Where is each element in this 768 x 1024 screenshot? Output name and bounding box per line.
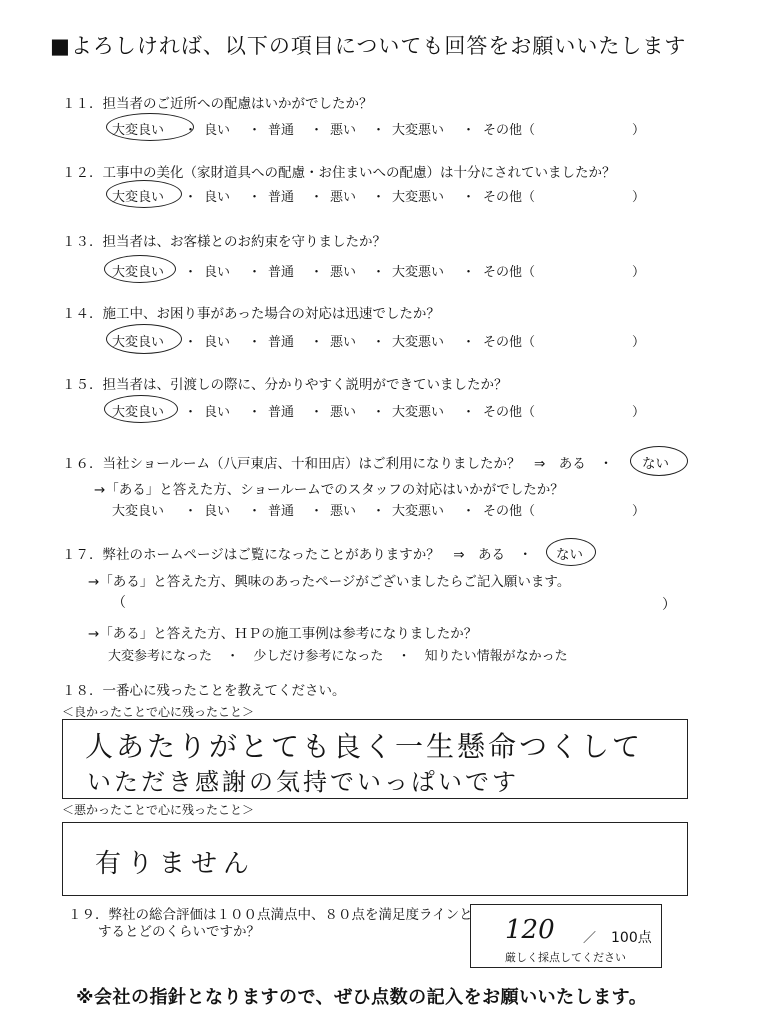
rating-separator: ・ [462,265,476,280]
rating-separator: ・ [184,405,198,420]
rating-separator: ・ [310,405,324,420]
rating-option: 大変良い [112,123,165,138]
rating-separator: ・ [310,123,324,138]
answer-text: ない [642,456,669,472]
rating-option: 普通 [268,123,295,138]
rating-option: 大変良い [112,405,165,420]
rating-option: 大変悪い [392,123,445,138]
rating-separator: ・ [248,123,262,138]
rating-separator: ・ [462,190,476,205]
rating-option: その他（ [483,265,536,280]
option-no-info: 知りたい情報がなかった [424,649,568,664]
rating-option: その他（ [483,335,536,350]
rating-option: 悪い [330,190,357,205]
separator: ・ [397,649,411,664]
handwritten-line-1: 人あたりがとても良く一生懸命つくして [85,730,644,763]
score-slash: ／ [583,931,597,946]
rating-option: 普通 [268,335,295,350]
rating-separator: ・ [372,405,386,420]
footer-note: ※会社の指針となりますので、ぜひ点数の記入をお願いいたします。 [76,987,648,1008]
question-text: １７．弊社のホームページはご覧になったことがありますか？ ⇒ ある ・ [62,547,533,563]
paren-close: ） [662,597,676,613]
rating-separator: ・ [462,405,476,420]
option-very-helpful: 大変参考になった [108,649,213,664]
selected-circle [106,324,182,354]
handwritten-line-2: いただき感謝の気持でいっぱいです [87,768,519,796]
rating-separator: ・ [184,123,198,138]
rating-option: 普通 [268,265,295,280]
rating-separator: ・ [184,504,198,519]
rating-option: 良い [204,123,231,138]
handwritten-score: 120 [505,915,555,945]
good-answer-box [62,719,688,799]
rating-option: ） [632,190,646,205]
rating-option: 大変悪い [392,335,445,350]
rating-option: 良い [204,335,231,350]
rating-option: 大変良い [112,504,165,519]
question-text: １８．一番心に残ったことを教えてください。 [62,683,346,699]
rating-separator: ・ [184,265,198,280]
rating-separator: ・ [372,190,386,205]
rating-option: 悪い [330,335,357,350]
selected-circle [546,538,596,566]
rating-option: 普通 [268,405,295,420]
rating-separator: ・ [372,123,386,138]
rating-option: 大変悪い [392,504,445,519]
rating-separator: ・ [184,335,198,350]
rating-option: 悪い [330,265,357,280]
rating-option: 悪い [330,405,357,420]
question-text-line-1: １９．弊社の総合評価は１００点満点中、８０点を満足度ラインと [68,907,473,923]
rating-row [0,500,768,520]
rating-option: 良い [204,190,231,205]
rating-option: その他（ [483,123,536,138]
rating-option: 悪い [330,123,357,138]
question-text: １２．工事中の美化（家財道具への配慮・お住まいへの配慮）は十分にされていましたか？ [62,165,616,181]
rating-option: 大変良い [112,335,165,350]
good-label: ＜良かったことで心に残ったこと＞ [62,705,255,719]
separator: ・ [226,649,240,664]
rating-separator: ・ [248,190,262,205]
rating-option: その他（ [483,190,536,205]
rating-option: ） [632,405,646,420]
rating-separator: ・ [372,335,386,350]
option-slightly-helpful: 少しだけ参考になった [253,649,384,664]
question-text: １４．施工中、お困り事があった場合の対応は迅速でしたか？ [62,306,440,322]
rating-separator: ・ [248,335,262,350]
rating-option: 大変悪い [392,265,445,280]
question-text: １６．当社ショールーム（八戸東店、十和田店）はご利用になりましたか？ ⇒ ある ・ [62,456,613,472]
rating-option: ） [632,335,646,350]
selected-circle [104,395,178,423]
rating-option: その他（ [483,504,536,519]
rating-separator: ・ [462,335,476,350]
follow-up-text-1: →「ある」と答えた方、興味のあったページがございましたらご記入願います。 [88,574,571,590]
rating-option: 大変良い [112,190,165,205]
rating-separator: ・ [248,504,262,519]
rating-option: その他（ [483,405,536,420]
paren-open: （ [112,595,126,611]
selected-circle [106,180,182,208]
score-box [470,904,662,968]
rating-option: 悪い [330,504,357,519]
question-text: １１．担当者のご近所への配慮はいかがでしたか？ [62,96,373,112]
bad-answer-box [62,822,688,896]
handwritten-answer: 有りません [95,849,256,879]
rating-option: 大変悪い [392,405,445,420]
reference-options [108,645,568,664]
rating-option: ） [632,504,646,519]
rating-separator: ・ [372,265,386,280]
rating-option: 良い [204,504,231,519]
question-text: １５．担当者は、引渡しの際に、分かりやすく説明ができていましたか？ [62,377,508,393]
rating-option: 大変悪い [392,190,445,205]
rating-separator: ・ [184,190,198,205]
rating-option: 良い [204,265,231,280]
rating-separator: ・ [248,405,262,420]
score-caption: 厳しく採点してください [505,951,626,964]
rating-option: 大変良い [112,265,165,280]
rating-separator: ・ [310,504,324,519]
rating-separator: ・ [462,123,476,138]
rating-separator: ・ [310,190,324,205]
question-text: １３．担当者は、お客様とのお約束を守りましたか？ [62,234,386,250]
rating-option: ） [632,123,646,138]
rating-separator: ・ [372,504,386,519]
selected-circle [630,446,688,476]
follow-up-text: →「ある」と答えた方、ショールームでのスタッフの対応はいかがでしたか？ [94,482,564,498]
rating-option: 良い [204,405,231,420]
rating-separator: ・ [462,504,476,519]
rating-option: 普通 [268,504,295,519]
survey-title: ■よろしければ、以下の項目についても回答をお願いいたします [50,34,687,58]
rating-separator: ・ [310,335,324,350]
rating-option: 普通 [268,190,295,205]
selected-circle [106,113,194,141]
bad-label: ＜悪かったことで心に残ったこと＞ [62,803,255,817]
score-max: 100点 [611,930,652,946]
answer-text: ない [556,547,583,563]
follow-up-text-2: →「ある」と答えた方、ＨＰの施工事例は参考になりましたか？ [88,626,478,642]
rating-separator: ・ [310,265,324,280]
rating-separator: ・ [248,265,262,280]
rating-option: ） [632,265,646,280]
selected-circle [104,255,176,283]
question-text-line-2: するとどのくらいですか？ [98,924,260,940]
